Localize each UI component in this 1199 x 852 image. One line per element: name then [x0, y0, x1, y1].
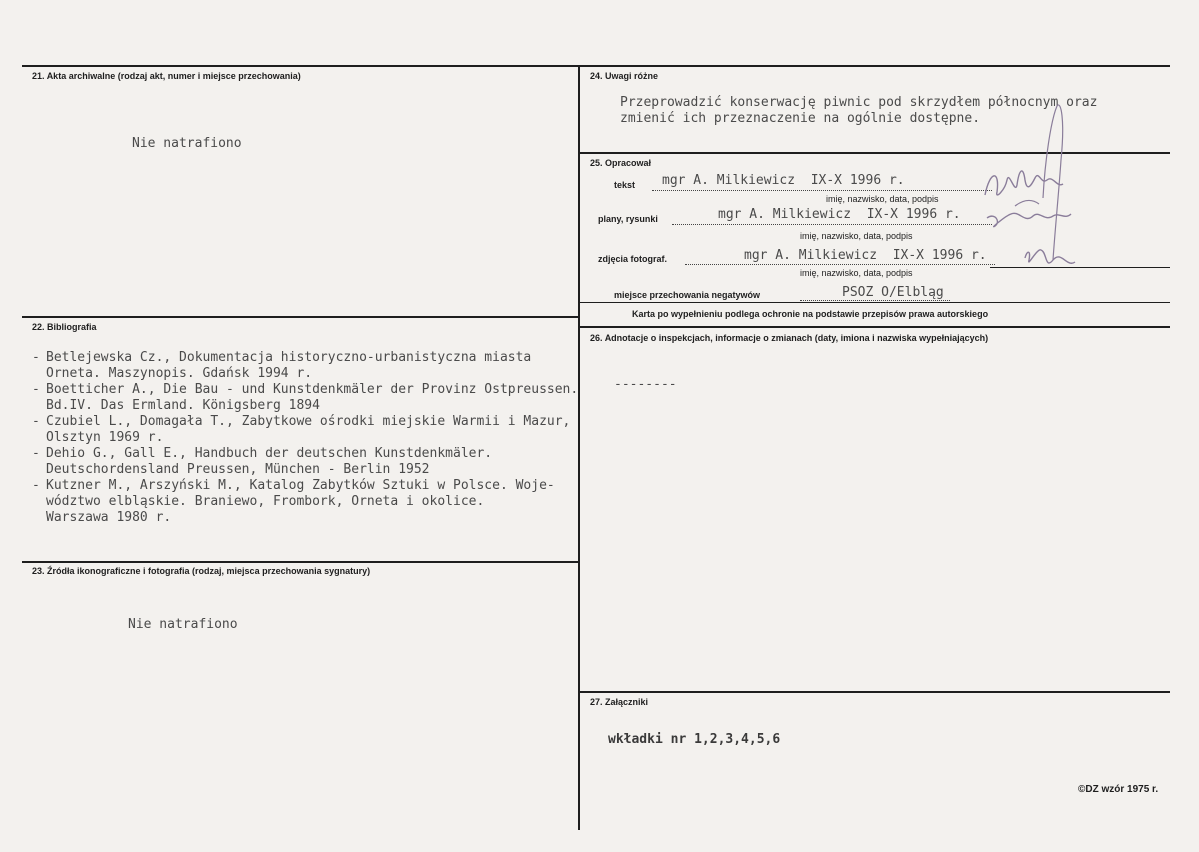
- section-26-header: [590, 333, 988, 343]
- section-21-label: Akta archiwalne (rodzaj akt, numer i miejsce przechowania): [46, 71, 301, 81]
- bibliography-entry: - Betlejewska Cz., Dokumentacja historyczno-urbanistyczna miasta Orneta. Maszynopis. Gdańsk 1994 r.: [32, 350, 532, 381]
- rule-left-22: [22, 316, 580, 318]
- bibliography-list: [32, 350, 592, 526]
- section-22-number: 22.: [32, 322, 45, 332]
- row-zdjecia-value: mgr A. Milkiewicz IX-X 1996 r.: [744, 248, 987, 263]
- negatives-label: miejsce przechowania negatywów: [614, 290, 761, 300]
- section-24-value-line2: zmienić ich przeznaczenie na ogólnie dostępne.: [620, 111, 981, 126]
- bibliography-entry: - Czubiel L., Domagała T., Zabytkowe ośrodki miejskie Warmii i Mazur, Olsztyn 1969 r.: [32, 414, 571, 445]
- row-plany-line: [672, 224, 992, 225]
- rule-right-27: [578, 691, 1170, 693]
- row-tekst-value: mgr A. Milkiewicz IX-X 1996 r.: [662, 173, 905, 188]
- section-24-number: 24.: [590, 71, 603, 81]
- negatives-value: PSOZ O/Elbląg: [842, 285, 944, 300]
- bibliography-entry: - Dehio G., Gall E., Handbuch der deutschen Kunstdenkmäler. Deutschordensland Preussen, München - Berlin 1952: [32, 446, 493, 477]
- section-24-label: Uwagi różne: [605, 71, 659, 81]
- section-21-value: Nie natrafiono: [132, 136, 242, 151]
- section-24-header: [590, 71, 658, 81]
- section-27-header: [590, 697, 648, 707]
- bibliography-entry-text: Czubiel L., Domagała T., Zabytkowe ośrodki miejskie Warmii i Mazur, Olsztyn 1969 r.: [46, 414, 571, 445]
- section-26-label: Adnotacje o inspekcjach, informacje o zmianach (daty, imiona i nazwiska wypełniających): [604, 333, 989, 343]
- section-23-label: Źródła ikonograficzne i fotografia (rodzaj, miejsca przechowania sygnatury): [47, 566, 371, 576]
- section-24-value-line1: Przeprowadzić konserwację piwnic pod skrzydłem północnym oraz: [620, 95, 1098, 110]
- row-tekst-label: tekst: [614, 180, 636, 190]
- section-23-header: [32, 566, 370, 576]
- section-27-number: 27.: [590, 697, 603, 707]
- copyright-notice: Karta po wypełnieniu podlega ochronie na podstawie przepisów prawa autorskiego: [632, 309, 989, 319]
- section-23-number: 23.: [32, 566, 45, 576]
- bibliography-entry: - Kutzner M., Arszyński M., Katalog Zabytków Sztuki w Polsce. Woje- wództwo elbląskie. Braniewo, Frombork, Orneta i okolice. Warszawa 1980 r.: [32, 478, 555, 525]
- row-plany-caption: imię, nazwisko, data, podpis: [800, 231, 913, 241]
- row-plany-label: plany, rysunki: [598, 214, 658, 224]
- section-26-number: 26.: [590, 333, 603, 343]
- section-25-label: Opracował: [605, 158, 652, 168]
- bibliography-entry: - Boetticher A., Die Bau - und Kunstdenkmäler der Provinz Ostpreussen. Bd.IV. Das Ermland. Königsberg 1894: [32, 382, 579, 413]
- form-footer: ©DZ wzór 1975 r.: [1078, 784, 1159, 795]
- section-25-header: [590, 158, 651, 168]
- section-26-value: --------: [614, 377, 677, 392]
- bibliography-entry-text: Kutzner M., Arszyński M., Katalog Zabytków Sztuki w Polsce. Woje- wództwo elbląskie. Braniewo, Frombork, Orneta i okolice. Warszawa 1980 r.: [46, 478, 555, 525]
- row-zdjecia-caption: imię, nazwisko, data, podpis: [800, 268, 913, 278]
- section-21-header: [32, 71, 301, 81]
- row-zdjecia-label: zdjęcia fotograf.: [598, 254, 668, 264]
- bibliography-entry-text: Betlejewska Cz., Dokumentacja historyczno-urbanistyczna miasta Orneta. Maszynopis. Gdańsk 1994 r.: [46, 350, 532, 381]
- section-22-header: [32, 322, 97, 332]
- section-21-number: 21.: [32, 71, 45, 81]
- section-25-number: 25.: [590, 158, 603, 168]
- row-zdjecia-line: [685, 264, 995, 265]
- row-tekst-line: [652, 190, 992, 191]
- top-rule: [22, 65, 1170, 67]
- section-27-label: Załączniki: [605, 697, 649, 707]
- rule-right-25-bottom: [578, 302, 1170, 303]
- rule-left-23: [22, 561, 580, 563]
- section-22-label: Bibliografia: [47, 322, 97, 332]
- section-23-value: Nie natrafiono: [128, 617, 238, 632]
- row-tekst-caption: imię, nazwisko, data, podpis: [826, 194, 939, 204]
- section-27-value: wkładki nr 1,2,3,4,5,6: [608, 732, 781, 747]
- bibliography-entry-text: Boetticher A., Die Bau - und Kunstdenkmäler der Provinz Ostpreussen. Bd.IV. Das Ermland. Königsberg 1894: [46, 382, 579, 413]
- rule-right-26: [578, 326, 1170, 328]
- bibliography-entry-text: Dehio G., Gall E., Handbuch der deutschen Kunstdenkmäler. Deutschordensland Preussen, München - Berlin 1952: [46, 446, 493, 477]
- row-plany-value: mgr A. Milkiewicz IX-X 1996 r.: [718, 207, 961, 222]
- signature-mark: [975, 100, 1165, 300]
